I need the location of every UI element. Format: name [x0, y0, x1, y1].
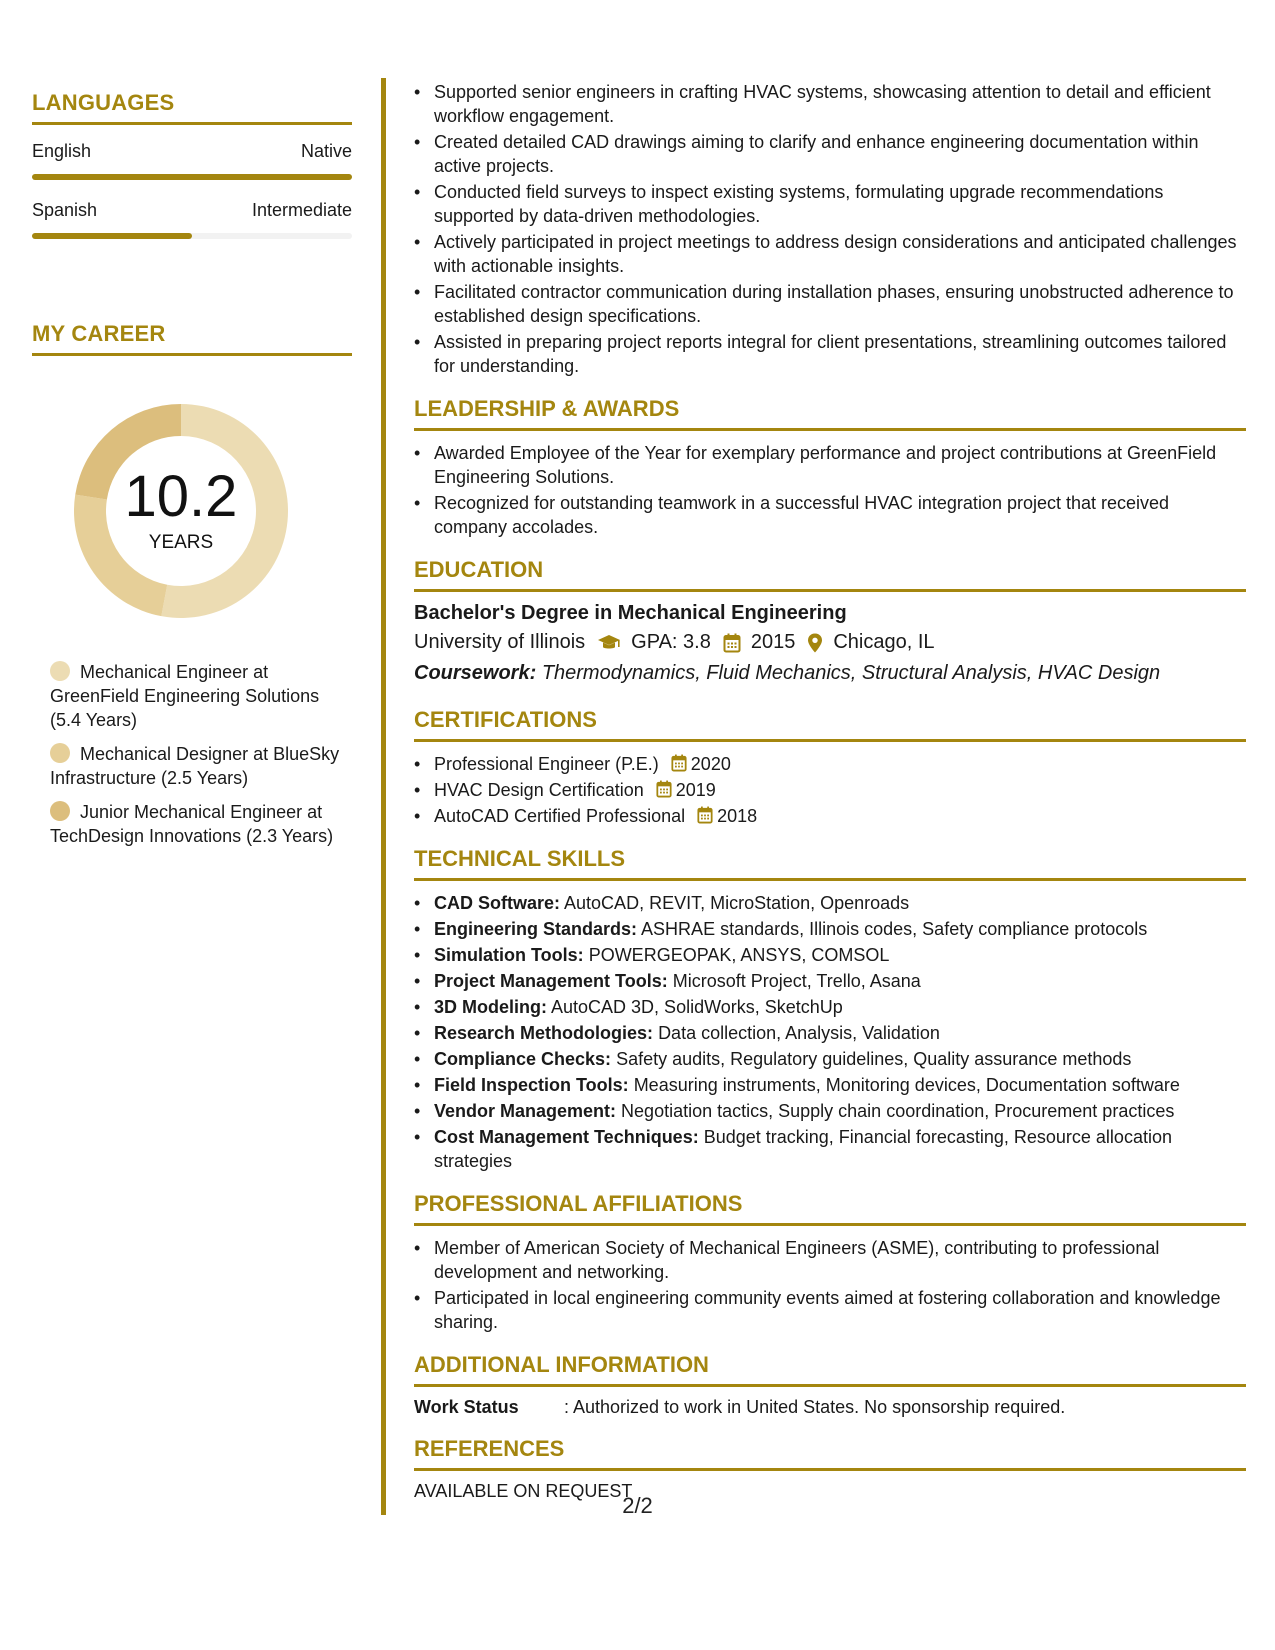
skill-label: Field Inspection Tools:: [434, 1075, 629, 1095]
references-heading: REFERENCES: [414, 1436, 1246, 1471]
experience-bullet: • Assisted in preparing project reports integral for client presentations, streamlining outcomes tailored for understanding.: [414, 330, 1246, 378]
skill-item: [414, 1047, 1246, 1071]
language-name: English: [32, 141, 92, 161]
language-level: Intermediate: [251, 200, 352, 220]
skill-item: [414, 891, 1246, 915]
skill-item: [414, 1073, 1246, 1097]
calendar-icon: [671, 754, 687, 772]
certifications-heading: CERTIFICATIONS: [414, 707, 1246, 742]
skill-label: Research Methodologies:: [434, 1023, 654, 1043]
column-divider: [381, 78, 386, 1515]
experience-bullets: [414, 80, 1246, 378]
coursework-label: Coursework:: [414, 662, 537, 684]
skill-item: [414, 995, 1246, 1019]
experience-bullet: • Supported senior engineers in crafting HVAC systems, showcasing attention to detail and efficient workflow engagement.: [414, 80, 1246, 128]
education-year: 2015: [750, 631, 796, 653]
education-degree: Bachelor's Degree in Mechanical Engineering: [414, 602, 847, 624]
leadership-heading: LEADERSHIP & AWARDS: [414, 396, 1246, 431]
leadership-item: • Awarded Employee of the Year for exemplary performance and project contributions at GreenField Engineering Solutions.: [414, 441, 1246, 489]
coursework-value: Thermodynamics, Fluid Mechanics, Structural Analysis, HVAC Design: [541, 662, 1161, 684]
skill-label: Project Management Tools:: [434, 971, 668, 991]
career-role-label: Junior Mechanical Engineer at TechDesign Innovations (2.3 Years): [50, 802, 334, 846]
skill-value: Negotiation tactics, Supply chain coordination, Procurement practices: [621, 1101, 1175, 1121]
skill-item: [414, 1099, 1246, 1123]
graduation-cap-icon: [597, 634, 621, 652]
skill-label: Engineering Standards:: [434, 919, 638, 939]
certification-year: 2018: [717, 806, 758, 826]
career-legend-item: [32, 660, 352, 732]
language-level: Native: [300, 141, 352, 161]
skill-item: [414, 969, 1246, 993]
certification-name: HVAC Design Certification: [434, 780, 644, 800]
references-text: AVAILABLE ON REQUEST: [414, 1481, 633, 1501]
skill-item: [414, 1021, 1246, 1045]
work-status-row: [414, 1397, 1246, 1418]
language-entry: [32, 141, 352, 180]
career-role-label: Mechanical Engineer at GreenField Engineering Solutions (5.4 Years): [50, 662, 320, 730]
affiliations-list: [414, 1236, 1246, 1334]
affiliations-heading: PROFESSIONAL AFFILIATIONS: [414, 1191, 1246, 1226]
skill-value: ASHRAE standards, Illinois codes, Safety compliance protocols: [641, 919, 1148, 939]
leadership-list: [414, 441, 1246, 539]
right-column: [414, 80, 1246, 1502]
skill-value: Safety audits, Regulatory guidelines, Quality assurance methods: [616, 1049, 1132, 1069]
skill-label: Vendor Management:: [434, 1101, 617, 1121]
skill-value: Microsoft Project, Trello, Asana: [672, 971, 921, 991]
legend-dot-icon: [50, 743, 70, 763]
language-bar-fill: [32, 174, 352, 180]
language-row: [32, 141, 352, 162]
language-bar: [32, 233, 352, 239]
certification-name: AutoCAD Certified Professional: [434, 806, 686, 826]
legend-dot-icon: [50, 661, 70, 681]
donut-center: [66, 396, 296, 626]
language-name: Spanish: [32, 200, 98, 220]
skill-label: Simulation Tools:: [434, 945, 584, 965]
skill-item: [414, 943, 1246, 967]
career-heading: MY CAREER: [32, 321, 352, 356]
certification-year: 2020: [690, 754, 731, 774]
skills-list: [414, 891, 1246, 1173]
language-bar: [32, 174, 352, 180]
language-bar-fill: [32, 233, 192, 239]
skill-value: POWERGEOPAK, ANSYS, COMSOL: [588, 945, 890, 965]
career-donut-chart: [66, 396, 296, 626]
experience-bullet: • Actively participated in project meetings to address design considerations and anticipated challenges with actionable insights.: [414, 230, 1246, 278]
work-status-value: : Authorized to work in United States. No sponsorship required.: [564, 1397, 1066, 1417]
legend-dot-icon: [50, 801, 70, 821]
affiliation-item: • Member of American Society of Mechanical Engineers (ASME), contributing to professional development and networking.: [414, 1236, 1246, 1284]
education-school: University of Illinois: [414, 631, 586, 653]
skill-value: Budget tracking, Financial forecasting, Resource allocation strategies: [434, 1127, 1172, 1171]
career-legend-item: [32, 742, 352, 790]
career-role-label: Mechanical Designer at BlueSky Infrastructure (2.5 Years): [50, 744, 340, 788]
certification-name: Professional Engineer (P.E.): [434, 754, 659, 774]
education-gpa: GPA: 3.8: [631, 631, 711, 653]
skill-label: Compliance Checks:: [434, 1049, 612, 1069]
skill-value: AutoCAD 3D, SolidWorks, SketchUp: [551, 997, 843, 1017]
skill-value: Data collection, Analysis, Validation: [658, 1023, 940, 1043]
skill-label: CAD Software:: [434, 893, 561, 913]
experience-bullet: • Created detailed CAD drawings aiming to clarify and enhance engineering documentation within active projects.: [414, 130, 1246, 178]
career-legend-item: [32, 800, 352, 848]
skill-item: [414, 1125, 1246, 1173]
left-column: [32, 90, 352, 858]
location-pin-icon: [807, 633, 823, 653]
certification-item: [414, 778, 1246, 802]
career-years-unit: YEARS: [148, 532, 214, 553]
languages-heading: LANGUAGES: [32, 90, 352, 125]
additional-info-heading: ADDITIONAL INFORMATION: [414, 1352, 1246, 1387]
certification-year: 2019: [675, 780, 716, 800]
work-status-label: Work Status: [414, 1397, 519, 1417]
skill-value: AutoCAD, REVIT, MicroStation, Openroads: [564, 893, 910, 913]
career-total-years: 10.2: [124, 464, 238, 529]
skill-label: 3D Modeling:: [434, 997, 547, 1017]
skill-label: Cost Management Techniques:: [434, 1127, 699, 1147]
skill-value: Measuring instruments, Monitoring devices, Documentation software: [633, 1075, 1180, 1095]
language-entry: [32, 200, 352, 239]
experience-bullet: • Facilitated contractor communication during installation phases, ensuring unobstructed adherence to established design specifications.: [414, 280, 1246, 328]
calendar-icon: [697, 806, 713, 824]
affiliation-item: • Participated in local engineering community events aimed at fostering collaboration and knowledge sharing.: [414, 1286, 1246, 1334]
calendar-icon: [656, 780, 672, 798]
certifications-list: [414, 752, 1246, 828]
education-heading: EDUCATION: [414, 557, 1246, 592]
experience-bullet: • Conducted field surveys to inspect existing systems, formulating upgrade recommendations supported by data-driven methodologies.: [414, 180, 1246, 228]
page-number: 2/2: [622, 1493, 653, 1518]
skill-item: [414, 917, 1246, 941]
education-details: [414, 631, 1246, 654]
leadership-item: • Recognized for outstanding teamwork in a successful HVAC integration project that received company accolades.: [414, 491, 1246, 539]
education-location: Chicago, IL: [833, 631, 935, 653]
career-legend: [32, 660, 352, 848]
certification-item: [414, 752, 1246, 776]
calendar-icon: [723, 633, 741, 653]
skills-heading: TECHNICAL SKILLS: [414, 846, 1246, 881]
education-coursework: [414, 662, 1246, 685]
certification-item: [414, 804, 1246, 828]
language-row: [32, 200, 352, 221]
